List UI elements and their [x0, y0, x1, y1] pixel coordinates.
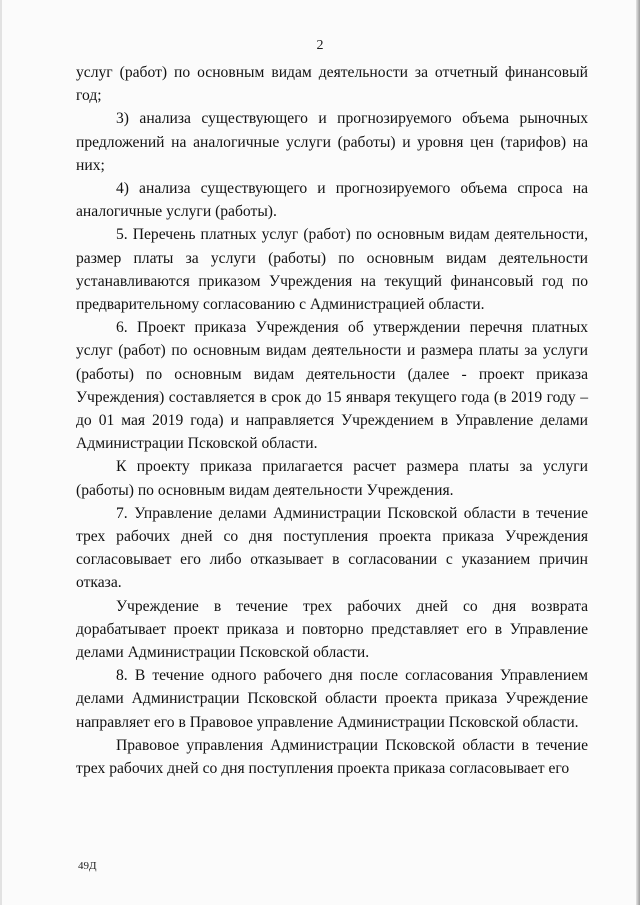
paragraph-legal-approval: Правовое управления Администрации Псковской области в течение трех рабочих дней со дня поступления проекта приказа согласовывает его	[76, 736, 588, 778]
scan-edge-left	[0, 0, 2, 905]
page-number: 2	[316, 38, 324, 53]
paragraph-item-4: 4) анализа существующего и прогнозируемого объема спроса на аналогичные услуги (работы).	[76, 180, 588, 221]
paragraph-rework-note: Учреждение в течение трех рабочих дней со дня возврата дорабатывает проект приказа и повторно представляет его в Управление делами Администрации Псковской области.	[76, 597, 588, 662]
paragraph-clause-5: 5. Перечень платных услуг (работ) по основным видам деятельности, размер платы за услуги (работы) по основным видам деятельности устанавливаются приказом Учреждения на текущий финансовый год по предварительному согласованию с Администрацией области.	[76, 226, 588, 314]
paragraph-continuation: услуг (работ) по основным видам деятельности за отчетный финансовый год;	[76, 64, 588, 105]
paragraph-clause-7: 7. Управление делами Администрации Псковской области в течение трех рабочих дней со дня поступления проекта приказа Учреждения согласовывает его либо отказывает в согласовании с указанием причин отказа.	[76, 504, 588, 592]
footer-code: 49Д	[78, 860, 97, 872]
paragraph-clause-6: 6. Проект приказа Учреждения об утверждении перечня платных услуг (работ) по основным видам деятельности и размера платы за услуги (работы) по основным видам деятельности (далее - проект приказа Учреждения) составляется в срок до 15 января текущего года (в 2019 году – до 01 мая 2019 года) и направляется Учреждением в Управление делами Администрации Псковской области.	[76, 319, 588, 453]
paragraph-attachment-note: К проекту приказа прилагается расчет размера платы за услуги (работы) по основным видам деятельности Учреждения.	[76, 458, 588, 499]
scan-edge-right	[636, 0, 640, 905]
paragraph-item-3: 3) анализа существующего и прогнозируемого объема рыночных предложений на аналогичные услуги (работы) и уровня цен (тарифов) на них;	[76, 110, 588, 174]
paragraph-clause-8: 8. В течение одного рабочего дня после согласования Управлением делами Администрации Псковской области проекта приказа Учреждение направляет его в Правовое управление Администрации Псковской области.	[76, 667, 588, 731]
document-body	[76, 61, 588, 780]
